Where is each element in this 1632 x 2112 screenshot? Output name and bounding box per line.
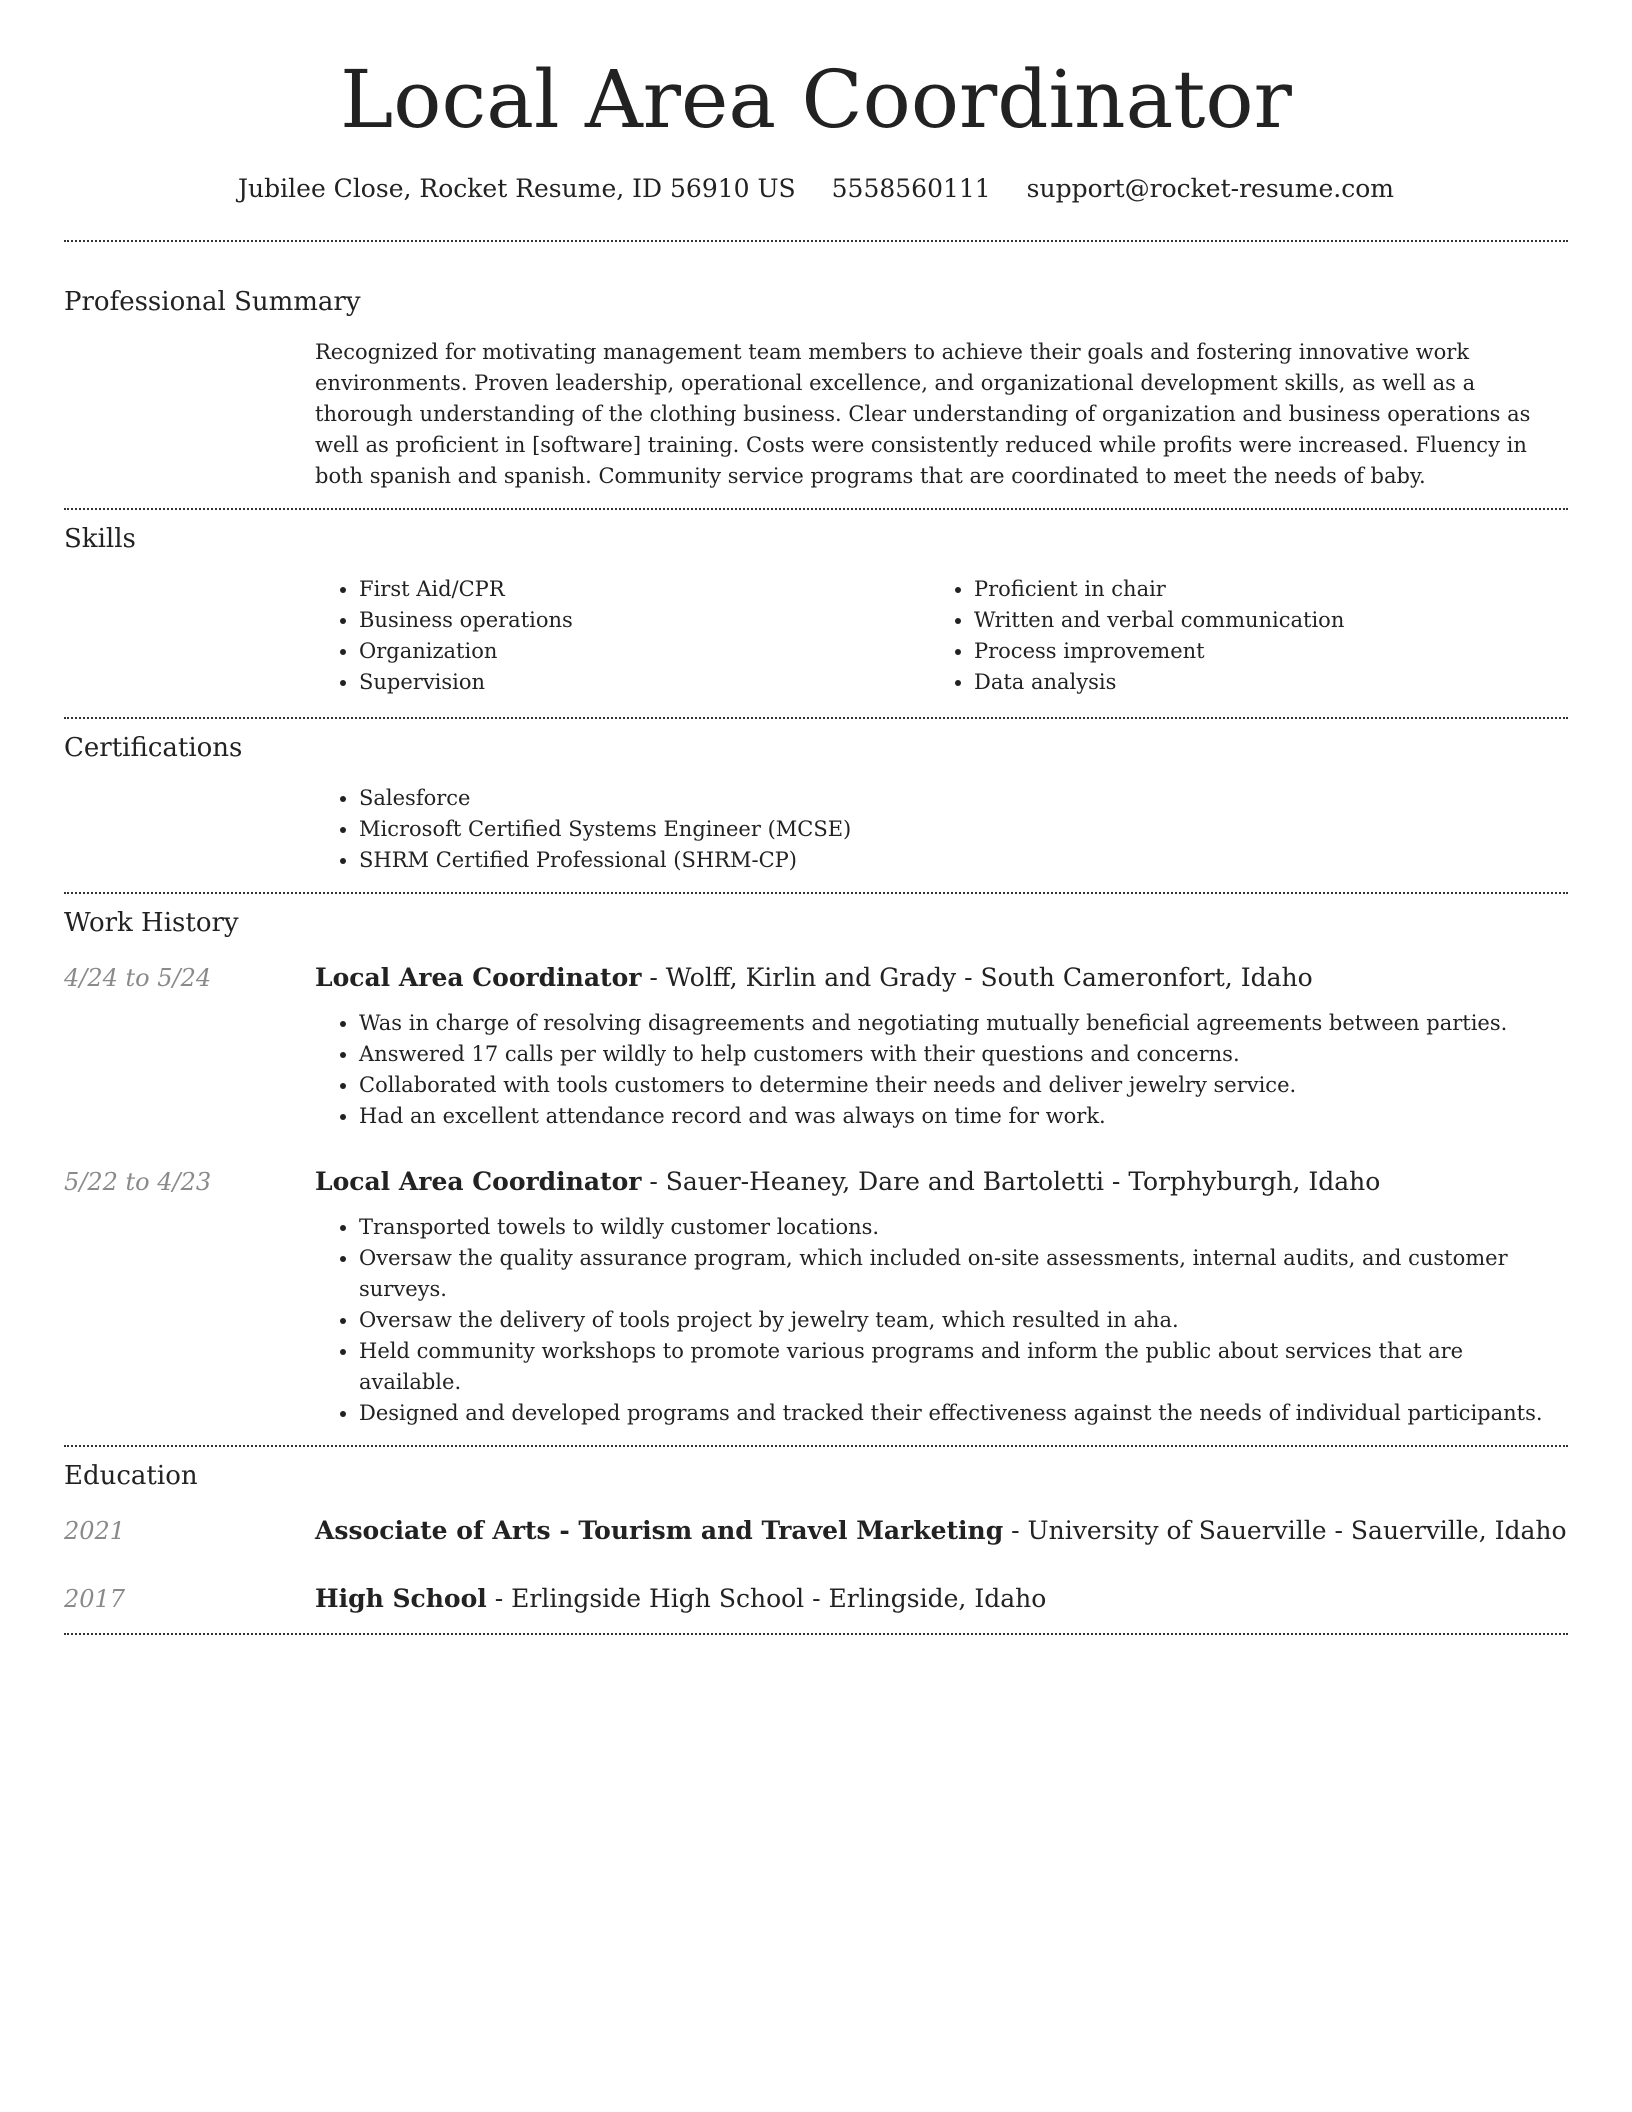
certifications-list [315,783,1568,876]
certification-item: • Salesforce [359,783,1568,814]
skill-item: • Data analysis [974,667,1545,698]
job-company: - Sauer-Heaney, Dare and Bartoletti - Torphyburgh, Idaho [641,1167,1381,1196]
job-header [64,962,1568,994]
job-bullets [315,1212,1568,1429]
job-bullets [315,1008,1568,1132]
divider [64,1633,1568,1635]
contact-email: support@rocket-resume.com [1026,174,1394,203]
contact-phone: 5558560111 [831,174,991,203]
job-role: Local Area Coordinator [315,1167,642,1196]
education-degree: High School [315,1584,487,1613]
education-section [64,1447,1568,1633]
job-bullet: • Oversaw the quality assurance program, which included on-site assessments, internal audits, and customer surveys. [359,1243,1568,1305]
certifications-section [64,719,1568,892]
skill-item: • Organization [359,636,930,667]
section-title-education: Education [64,1461,198,1491]
skill-item: • Process improvement [974,636,1545,667]
section-title-certifications: Certifications [64,733,243,763]
job-bullet: • Held community workshops to promote various programs and inform the public about services that are available. [359,1336,1568,1398]
section-title-summary: Professional Summary [64,287,361,317]
job-dates: 5/22 to 4/23 [64,1168,212,1196]
job-entry [64,1166,1568,1429]
skill-item: • Proficient in chair [974,574,1545,605]
job-bullet: • Had an excellent attendance record and was always on time for work. [359,1101,1568,1132]
education-year: 2017 [64,1585,126,1613]
skills-list-left [315,574,930,698]
education-school: - University of Sauerville - Sauerville, Idaho [1003,1516,1567,1545]
skill-item: • First Aid/CPR [359,574,930,605]
contact-line [64,172,1568,206]
job-bullet: • Designed and developed programs and tracked their effectiveness against the needs of individual participants. [359,1398,1568,1429]
job-bullet-list [315,1008,1568,1132]
job-title-line [315,1166,1380,1198]
job-bullet: • Transported towels to wildly customer locations. [359,1212,1568,1243]
education-school: - Erlingside High School - Erlingside, Idaho [486,1584,1047,1613]
skill-item: • Supervision [359,667,930,698]
education-line [315,1515,1567,1547]
skill-item: • Written and verbal communication [974,605,1545,636]
contact-address: Jubilee Close, Rocket Resume, ID 56910 US [238,174,796,203]
resume-header [64,0,1568,206]
job-bullet: • Oversaw the delivery of tools project by jewelry team, which resulted in aha. [359,1305,1568,1336]
education-degree: Associate of Arts - Tourism and Travel Marketing [315,1516,1004,1545]
certification-item: • Microsoft Certified Systems Engineer (MCSE) [359,814,1568,845]
skills-grid [315,574,1568,698]
education-entry [64,1583,1568,1615]
skills-list-right [930,574,1545,698]
candidate-name: Local Area Coordinator [340,53,1292,146]
job-dates: 4/24 to 5/24 [64,964,212,992]
skills-section [64,510,1568,717]
job-entry [64,962,1568,1132]
job-bullet: • Answered 17 calls per wildly to help customers with their questions and concerns. [359,1039,1568,1070]
job-company: - Wolff, Kirlin and Grady - South Cameronfort, Idaho [641,963,1313,992]
section-title-work: Work History [64,908,239,938]
summary-section [64,242,1568,508]
certifications-content [315,783,1568,876]
job-title-line [315,962,1313,994]
skill-item: • Business operations [359,605,930,636]
summary-content [315,337,1568,492]
education-entry [64,1515,1568,1547]
education-year: 2021 [64,1517,126,1545]
job-bullet: • Collaborated with tools customers to determine their needs and deliver jewelry service. [359,1070,1568,1101]
job-bullet-list [315,1212,1568,1429]
job-header [64,1166,1568,1198]
education-line [315,1583,1046,1615]
section-title-skills: Skills [64,524,136,554]
summary-text: Recognized for motivating management team members to achieve their goals and fostering innovative work environments. Proven leadership, operational excellence, and organizational development skills, as well as a thorough understanding of the clothing business. Clear understanding of organization and business operations as well as proficient in [software] training. Costs were consistently reduced while profits were increased. Fluency in both spanish and spanish. Community service programs that are coordinated to meet the needs of baby. [315,340,1531,488]
job-role: Local Area Coordinator [315,963,642,992]
job-bullet: • Was in charge of resolving disagreements and negotiating mutually beneficial agreements between parties. [359,1008,1568,1039]
work-section [64,894,1568,1445]
certification-item: • SHRM Certified Professional (SHRM-CP) [359,845,1568,876]
